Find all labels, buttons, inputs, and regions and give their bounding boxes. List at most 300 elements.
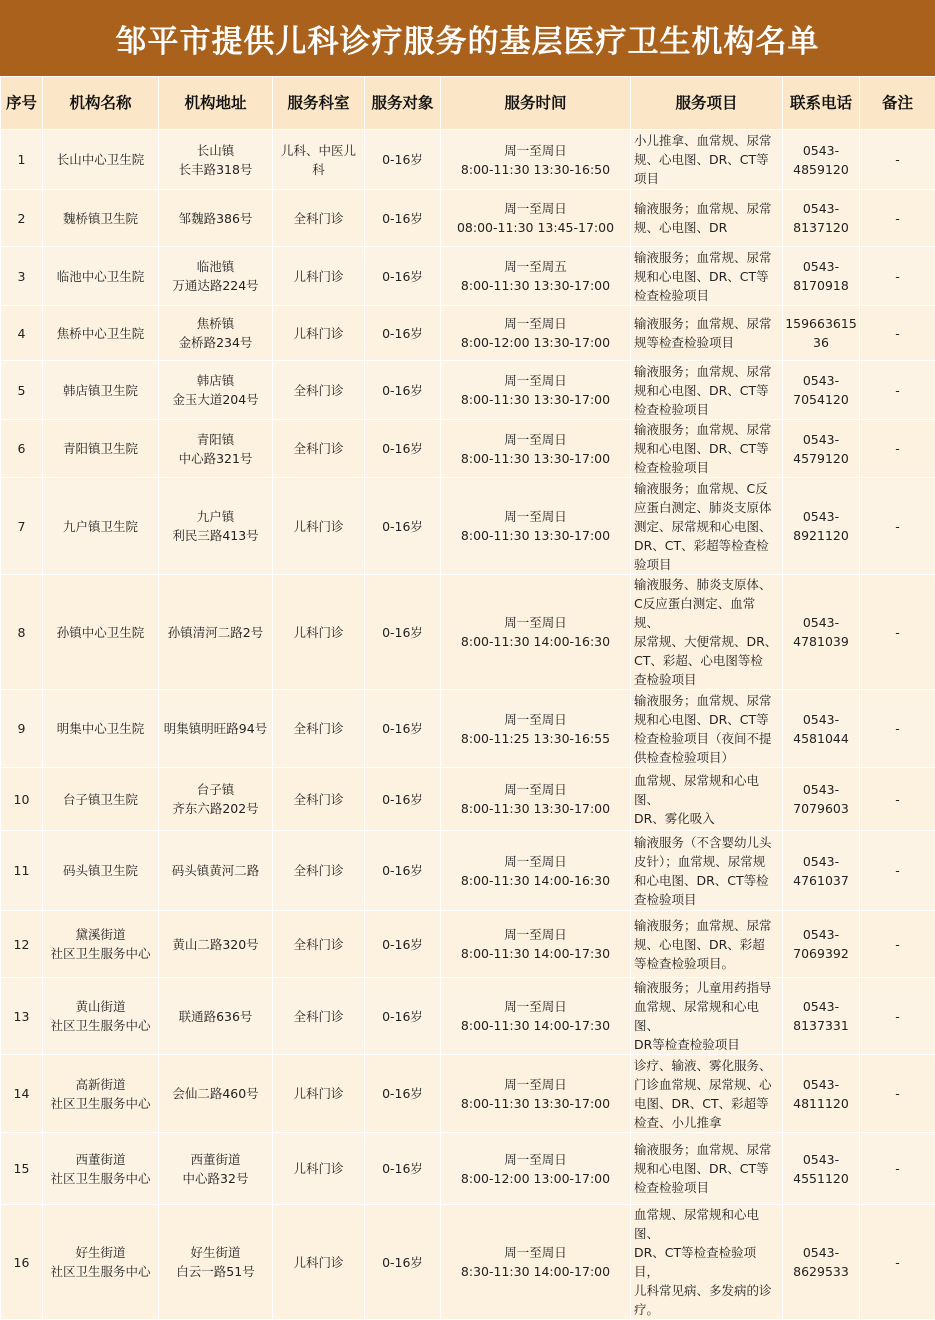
remark: - [860, 978, 935, 1055]
service-items-line: 规等检查检验项目 [634, 333, 780, 352]
service-items-line: 输液服务；血常规、尿常 [634, 420, 780, 439]
service-hours-line: 周一至周日 [443, 507, 628, 526]
service-hours [441, 1133, 631, 1205]
contact-phone-line: 7079603 [785, 799, 857, 818]
service-department [273, 690, 365, 768]
institution-address-line: 长丰路318号 [161, 160, 270, 179]
row-number: 12 [1, 911, 43, 978]
row-number: 7 [1, 478, 43, 575]
service-items [631, 247, 783, 306]
service-department-line: 儿科门诊 [275, 623, 362, 642]
row-number: 8 [1, 575, 43, 690]
service-target: 0-16岁 [365, 831, 441, 911]
contact-phone-line: 4579120 [785, 449, 857, 468]
institution-address-line: 万通达路224号 [161, 276, 270, 295]
service-hours-line: 周一至周日 [443, 199, 628, 218]
service-items [631, 768, 783, 831]
contact-phone-line: 8137120 [785, 218, 857, 237]
service-hours [441, 306, 631, 361]
service-items-line: 门诊血常规、尿常规、心 [634, 1075, 780, 1094]
service-items-line: 等检查检验项目。 [634, 954, 780, 973]
contact-phone-line: 0543- [785, 507, 857, 526]
service-items-line: 规、心电图、DR、彩超 [634, 935, 780, 954]
service-items-line: 验项目 [634, 555, 780, 574]
service-department-line: 全科门诊 [275, 381, 362, 400]
contact-phone-line: 0543- [785, 925, 857, 944]
service-items-line: 输液服务；儿童用药指导 [634, 978, 780, 997]
service-items-line: DR等检查检验项目 [634, 1035, 780, 1054]
institution-address [159, 768, 273, 831]
institution-address-line: 金桥路234号 [161, 333, 270, 352]
institution-name [43, 361, 159, 420]
service-hours-line: 周一至周日 [443, 780, 628, 799]
contact-phone [783, 420, 860, 478]
institution-address [159, 978, 273, 1055]
service-hours [441, 911, 631, 978]
service-target: 0-16岁 [365, 1055, 441, 1133]
contact-phone-line: 0543- [785, 199, 857, 218]
service-items-line: 输液服务；血常规、尿常 [634, 362, 780, 381]
remark: - [860, 1205, 935, 1320]
institution-address [159, 831, 273, 911]
service-items [631, 1205, 783, 1320]
remark: - [860, 190, 935, 247]
institution-address-line: 青阳镇 [161, 430, 270, 449]
contact-phone-line: 8629533 [785, 1262, 857, 1281]
institution-name-line: 临池中心卫生院 [45, 267, 156, 286]
service-hours-line: 周一至周日 [443, 1150, 628, 1169]
institution-name [43, 978, 159, 1055]
service-department-line: 科 [275, 160, 362, 179]
service-hours-line: 周一至周日 [443, 852, 628, 871]
table-header-row [1, 77, 935, 130]
service-hours-line: 周一至周五 [443, 257, 628, 276]
institution-address-line: 黄山二路320号 [161, 935, 270, 954]
service-items-line: 血常规、尿常规和心电图、 [634, 1205, 780, 1243]
service-hours-line: 周一至周日 [443, 710, 628, 729]
row-number: 4 [1, 306, 43, 361]
institution-address-line: 利民三路413号 [161, 526, 270, 545]
service-items-line: 规、心电图、DR、CT等 [634, 150, 780, 169]
institution-name-line: 社区卫生服务中心 [45, 1094, 156, 1113]
service-items-line: 查检验项目 [634, 890, 780, 909]
institution-address [159, 1205, 273, 1320]
institution-name-line: 西董街道 [45, 1150, 156, 1169]
table-row [1, 978, 935, 1055]
contact-phone-line: 0543- [785, 1075, 857, 1094]
contact-phone-line: 0543- [785, 141, 857, 160]
service-items-line: 规和心电图、DR、CT等 [634, 267, 780, 286]
service-target: 0-16岁 [365, 575, 441, 690]
service-hours-line: 8:00-11:30 14:00-16:30 [443, 632, 628, 651]
service-hours-line: 8:00-11:30 14:00-17:30 [443, 944, 628, 963]
contact-phone-line: 0543- [785, 257, 857, 276]
service-hours-line: 周一至周日 [443, 1243, 628, 1262]
contact-phone-line: 0543- [785, 852, 857, 871]
header-name: 机构名称 [43, 77, 159, 130]
service-hours-line: 8:00-11:30 13:30-17:00 [443, 1094, 628, 1113]
table-row [1, 190, 935, 247]
service-hours [441, 247, 631, 306]
row-number: 3 [1, 247, 43, 306]
service-target: 0-16岁 [365, 478, 441, 575]
institution-address [159, 690, 273, 768]
service-hours-line: 8:00-11:30 13:30-16:50 [443, 160, 628, 179]
institution-address [159, 911, 273, 978]
service-items-line: CT、彩超、心电图等检 [634, 651, 780, 670]
contact-phone-line: 4781039 [785, 632, 857, 651]
service-hours [441, 768, 631, 831]
service-items [631, 130, 783, 190]
row-number: 14 [1, 1055, 43, 1133]
header-items: 服务项目 [631, 77, 783, 130]
service-target: 0-16岁 [365, 247, 441, 306]
service-items [631, 911, 783, 978]
service-items-line: 规和心电图、DR、CT等 [634, 439, 780, 458]
remark: - [860, 306, 935, 361]
remark: - [860, 420, 935, 478]
row-number: 6 [1, 420, 43, 478]
institution-name [43, 306, 159, 361]
contact-phone-line: 0543- [785, 1150, 857, 1169]
service-hours-line: 周一至周日 [443, 371, 628, 390]
service-items-line: DR、CT等检查检验项目， [634, 1243, 780, 1281]
service-department [273, 247, 365, 306]
table-row [1, 1133, 935, 1205]
institution-address-line: 码头镇黄河二路 [161, 861, 270, 880]
service-target: 0-16岁 [365, 1133, 441, 1205]
institution-name-line: 码头镇卫生院 [45, 861, 156, 880]
header-phone: 联系电话 [783, 77, 860, 130]
service-department-line: 全科门诊 [275, 861, 362, 880]
header-address: 机构地址 [159, 77, 273, 130]
service-items-line: 规、心电图、DR [634, 218, 780, 237]
row-number: 5 [1, 361, 43, 420]
header-hours: 服务时间 [441, 77, 631, 130]
service-hours [441, 1205, 631, 1320]
service-hours [441, 361, 631, 420]
contact-phone-line: 0543- [785, 430, 857, 449]
institution-address [159, 420, 273, 478]
institution-address [159, 306, 273, 361]
contact-phone [783, 361, 860, 420]
institution-name-line: 高新街道 [45, 1075, 156, 1094]
header-no: 序号 [1, 77, 43, 130]
contact-phone-line: 4761037 [785, 871, 857, 890]
header-target: 服务对象 [365, 77, 441, 130]
service-department [273, 1133, 365, 1205]
service-items-line: 诊疗、输液、雾化服务、 [634, 1056, 780, 1075]
contact-phone-line: 8921120 [785, 526, 857, 545]
institution-name-line: 黛溪街道 [45, 925, 156, 944]
institution-name-line: 孙镇中心卫生院 [45, 623, 156, 642]
institution-name-line: 社区卫生服务中心 [45, 1262, 156, 1281]
service-items-line: 疗。 [634, 1300, 780, 1319]
institution-name-line: 韩店镇卫生院 [45, 381, 156, 400]
service-target: 0-16岁 [365, 1205, 441, 1320]
institution-name-line: 焦桥中心卫生院 [45, 324, 156, 343]
service-items [631, 1133, 783, 1205]
service-items [631, 306, 783, 361]
service-hours-line: 周一至周日 [443, 1075, 628, 1094]
institution-name-line: 台子镇卫生院 [45, 790, 156, 809]
service-hours-line: 8:00-11:30 13:30-17:00 [443, 799, 628, 818]
remark: - [860, 911, 935, 978]
contact-phone-line: 0543- [785, 1243, 857, 1262]
service-items-line: 输液服务（不含婴幼儿头 [634, 833, 780, 852]
institution-name-line: 魏桥镇卫生院 [45, 209, 156, 228]
service-department [273, 911, 365, 978]
service-hours-line: 8:00-11:30 14:00-16:30 [443, 871, 628, 890]
institution-name [43, 1133, 159, 1205]
service-items-line: 输液服务；血常规、C反 [634, 479, 780, 498]
service-items-line: 查检验项目 [634, 670, 780, 689]
service-department-line: 儿科门诊 [275, 1159, 362, 1178]
institution-name-line: 社区卫生服务中心 [45, 1169, 156, 1188]
contact-phone [783, 247, 860, 306]
service-hours [441, 831, 631, 911]
table-row [1, 1055, 935, 1133]
remark: - [860, 1055, 935, 1133]
institution-address-line: 中心路32号 [161, 1169, 270, 1188]
service-department [273, 831, 365, 911]
service-hours-line: 8:00-12:00 13:30-17:00 [443, 333, 628, 352]
service-items-line: 规和心电图、DR、CT等 [634, 1159, 780, 1178]
service-target: 0-16岁 [365, 420, 441, 478]
service-department-line: 儿科门诊 [275, 324, 362, 343]
service-hours [441, 130, 631, 190]
service-hours [441, 978, 631, 1055]
service-items-line: 供检查检验项目） [634, 748, 780, 767]
contact-phone [783, 831, 860, 911]
service-department [273, 1055, 365, 1133]
service-hours-line: 8:00-11:30 13:30-17:00 [443, 276, 628, 295]
row-number: 9 [1, 690, 43, 768]
institution-name-line: 好生街道 [45, 1243, 156, 1262]
institution-address [159, 130, 273, 190]
header-department: 服务科室 [273, 77, 365, 130]
service-target: 0-16岁 [365, 361, 441, 420]
service-items-line: 输液服务；血常规、尿常 [634, 248, 780, 267]
service-department-line: 全科门诊 [275, 209, 362, 228]
remark: - [860, 130, 935, 190]
contact-phone [783, 306, 860, 361]
institution-name [43, 575, 159, 690]
row-number: 10 [1, 768, 43, 831]
service-department [273, 1205, 365, 1320]
service-hours-line: 周一至周日 [443, 141, 628, 160]
remark: - [860, 575, 935, 690]
table-row [1, 247, 935, 306]
service-items-line: 小儿推拿、血常规、尿常 [634, 131, 780, 150]
remark: - [860, 478, 935, 575]
service-department [273, 361, 365, 420]
institution-name [43, 478, 159, 575]
service-items-line: 血常规、尿常规和心电图、 [634, 771, 780, 809]
service-target: 0-16岁 [365, 690, 441, 768]
institution-address-line: 齐东六路202号 [161, 799, 270, 818]
contact-phone [783, 1055, 860, 1133]
row-number: 1 [1, 130, 43, 190]
service-items [631, 420, 783, 478]
contact-phone [783, 130, 860, 190]
table-row [1, 911, 935, 978]
service-department-line: 全科门诊 [275, 719, 362, 738]
institution-name-line: 明集中心卫生院 [45, 719, 156, 738]
institution-address-line: 临池镇 [161, 257, 270, 276]
institution-name [43, 130, 159, 190]
contact-phone-line: 8137331 [785, 1016, 857, 1035]
contact-phone-line: 36 [785, 333, 857, 352]
institution-name [43, 420, 159, 478]
service-items-line: 输液服务；血常规、尿常 [634, 314, 780, 333]
contact-phone-line: 0543- [785, 371, 857, 390]
service-department-line: 儿科门诊 [275, 267, 362, 286]
service-department [273, 478, 365, 575]
service-items-line: 血常规、尿常规和心电图、 [634, 997, 780, 1035]
contact-phone [783, 911, 860, 978]
institution-address-line: 好生街道 [161, 1243, 270, 1262]
service-hours-line: 8:00-11:30 13:30-17:00 [443, 390, 628, 409]
remark: - [860, 831, 935, 911]
contact-phone-line: 0543- [785, 613, 857, 632]
institution-address [159, 361, 273, 420]
contact-phone [783, 978, 860, 1055]
institution-name-line: 社区卫生服务中心 [45, 1016, 156, 1035]
service-hours [441, 478, 631, 575]
table-row [1, 306, 935, 361]
institution-address [159, 247, 273, 306]
contact-phone-line: 159663615 [785, 314, 857, 333]
institution-name [43, 690, 159, 768]
table-row [1, 361, 935, 420]
institution-address-line: 长山镇 [161, 141, 270, 160]
institution-name-line: 九户镇卫生院 [45, 517, 156, 536]
service-hours-line: 周一至周日 [443, 613, 628, 632]
service-items [631, 190, 783, 247]
service-department [273, 575, 365, 690]
service-items-line: 检查检验项目 [634, 1178, 780, 1197]
contact-phone [783, 190, 860, 247]
service-hours-line: 周一至周日 [443, 997, 628, 1016]
service-department-line: 全科门诊 [275, 935, 362, 954]
institution-address-line: 焦桥镇 [161, 314, 270, 333]
service-hours [441, 690, 631, 768]
service-items-line: C反应蛋白测定、血常规、 [634, 594, 780, 632]
service-items-line: 儿科常见病、多发病的诊 [634, 1281, 780, 1300]
service-department [273, 190, 365, 247]
service-items-line: 和心电图、DR、CT等检 [634, 871, 780, 890]
row-number: 11 [1, 831, 43, 911]
institution-address-line: 白云一路51号 [161, 1262, 270, 1281]
service-items [631, 978, 783, 1055]
contact-phone-line: 0543- [785, 710, 857, 729]
remark: - [860, 247, 935, 306]
service-items-line: 规和心电图、DR、CT等 [634, 381, 780, 400]
institution-name [43, 1055, 159, 1133]
remark: - [860, 690, 935, 768]
service-items-line: 应蛋白测定、肺炎支原体 [634, 498, 780, 517]
service-items-line: 检查检验项目 [634, 286, 780, 305]
service-department-line: 全科门诊 [275, 439, 362, 458]
service-target: 0-16岁 [365, 768, 441, 831]
institution-address-line: 中心路321号 [161, 449, 270, 468]
institution-address-line: 九户镇 [161, 507, 270, 526]
institution-address-line: 邹魏路386号 [161, 209, 270, 228]
service-target: 0-16岁 [365, 911, 441, 978]
service-hours-line: 8:00-11:25 13:30-16:55 [443, 729, 628, 748]
service-items [631, 478, 783, 575]
institution-address [159, 478, 273, 575]
institution-name [43, 911, 159, 978]
institution-name-line: 青阳镇卫生院 [45, 439, 156, 458]
remark: - [860, 361, 935, 420]
institution-address-line: 孙镇清河二路2号 [161, 623, 270, 642]
service-department [273, 978, 365, 1055]
service-hours-line: 周一至周日 [443, 430, 628, 449]
service-hours-line: 8:00-11:30 14:00-17:30 [443, 1016, 628, 1035]
service-hours-line: 周一至周日 [443, 925, 628, 944]
table-body [1, 130, 935, 1320]
institution-address-line: 联通路636号 [161, 1007, 270, 1026]
institution-name [43, 247, 159, 306]
table-row [1, 130, 935, 190]
service-department [273, 130, 365, 190]
service-items-line: 检查检验项目 [634, 458, 780, 477]
service-items-line: 输液服务；血常规、尿常 [634, 916, 780, 935]
service-hours-line: 8:00-12:00 13:00-17:00 [443, 1169, 628, 1188]
service-department-line: 全科门诊 [275, 790, 362, 809]
service-department-line: 儿科门诊 [275, 517, 362, 536]
service-department [273, 306, 365, 361]
table-row [1, 478, 935, 575]
service-items-line: DR、雾化吸入 [634, 809, 780, 828]
service-target: 0-16岁 [365, 190, 441, 247]
service-items [631, 361, 783, 420]
contact-phone-line: 0543- [785, 997, 857, 1016]
institution-name [43, 831, 159, 911]
remark: - [860, 768, 935, 831]
row-number: 2 [1, 190, 43, 247]
row-number: 16 [1, 1205, 43, 1320]
contact-phone-line: 7054120 [785, 390, 857, 409]
row-number: 15 [1, 1133, 43, 1205]
service-items-line: 规和心电图、DR、CT等 [634, 710, 780, 729]
service-items-line: 输液服务；血常规、尿常 [634, 199, 780, 218]
contact-phone [783, 575, 860, 690]
institution-address [159, 1133, 273, 1205]
service-items-line: 测定、尿常规和心电图、 [634, 517, 780, 536]
service-items [631, 690, 783, 768]
remark: - [860, 1133, 935, 1205]
service-hours [441, 420, 631, 478]
table-row [1, 420, 935, 478]
service-hours-line: 8:30-11:30 14:00-17:00 [443, 1262, 628, 1281]
service-hours-line: 8:00-11:30 13:30-17:00 [443, 449, 628, 468]
service-hours-line: 08:00-11:30 13:45-17:00 [443, 218, 628, 237]
service-items-line: 尿常规、大便常规、DR、 [634, 632, 780, 651]
contact-phone-line: 0543- [785, 780, 857, 799]
service-hours [441, 1055, 631, 1133]
institution-name-line: 黄山街道 [45, 997, 156, 1016]
service-items [631, 575, 783, 690]
institution-address-line: 会仙二路460号 [161, 1084, 270, 1103]
contact-phone [783, 1133, 860, 1205]
service-department [273, 768, 365, 831]
contact-phone-line: 4859120 [785, 160, 857, 179]
contact-phone [783, 690, 860, 768]
contact-phone-line: 8170918 [785, 276, 857, 295]
